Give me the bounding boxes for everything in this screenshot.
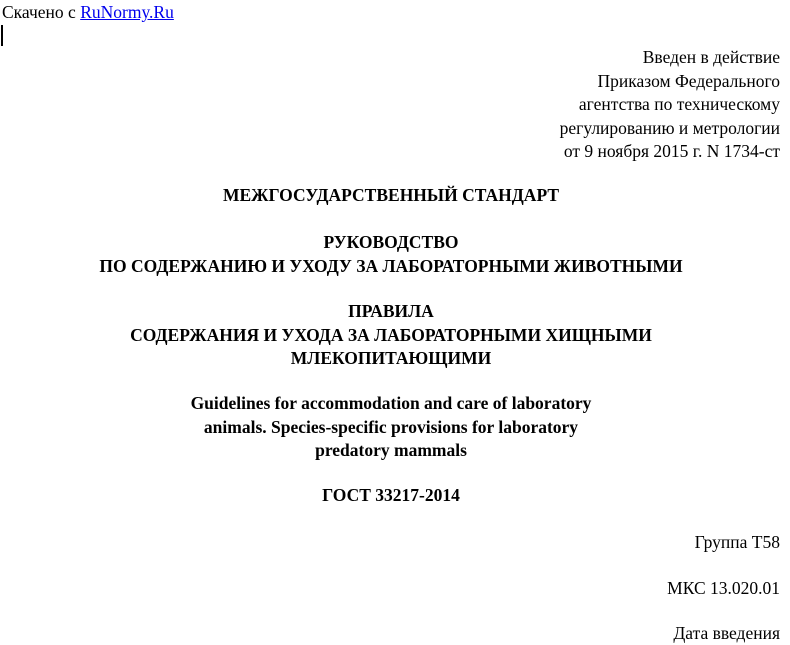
group-code: Группа Т58: [694, 532, 780, 552]
english-title-line: Guidelines for accommodation and care of laboratory: [190, 393, 592, 413]
english-title-line: predatory mammals: [315, 440, 467, 460]
enactment-note: [560, 46, 780, 164]
rules-title: [0, 300, 782, 371]
download-source-line: [2, 2, 174, 22]
rules-title-line: СОДЕРЖАНИЯ И УХОДА ЗА ЛАБОРАТОРНЫМИ ХИЩНЫМИ: [130, 324, 652, 345]
source-link[interactable]: RuNormy.Ru: [80, 2, 174, 22]
enactment-line: Приказом Федерального: [597, 70, 780, 91]
enactment-line: регулированию и метрологии: [559, 117, 780, 138]
text-cursor: [1, 25, 3, 46]
rules-title-line: ПРАВИЛА: [348, 301, 434, 321]
standard-type-heading: МЕЖГОСУДАРСТВЕННЫЙ СТАНДАРТ: [222, 185, 560, 205]
download-prefix: Скачено с: [2, 2, 81, 22]
rules-title-line: МЛЕКОПИТАЮЩИМИ: [290, 348, 492, 368]
enactment-line: агентства по техническому: [578, 94, 780, 114]
guide-title-line: ПО СОДЕРЖАНИЮ И УХОДУ ЗА ЛАБОРАТОРНЫМИ ЖИВОТНЫМИ: [99, 255, 683, 276]
guide-title-line: РУКОВОДСТВО: [323, 232, 459, 252]
english-title: [0, 392, 782, 463]
guide-title: [0, 231, 782, 278]
enactment-line: Введен в действие: [642, 47, 780, 67]
mks-code: МКС 13.020.01: [667, 578, 780, 598]
enactment-line: от 9 ноября 2015 г. N 1734-ст: [563, 141, 780, 161]
gost-number: ГОСТ 33217-2014: [322, 485, 460, 505]
english-title-line: animals. Species-specific provisions for laboratory: [203, 416, 579, 437]
effective-date-label: Дата введения: [673, 623, 780, 643]
